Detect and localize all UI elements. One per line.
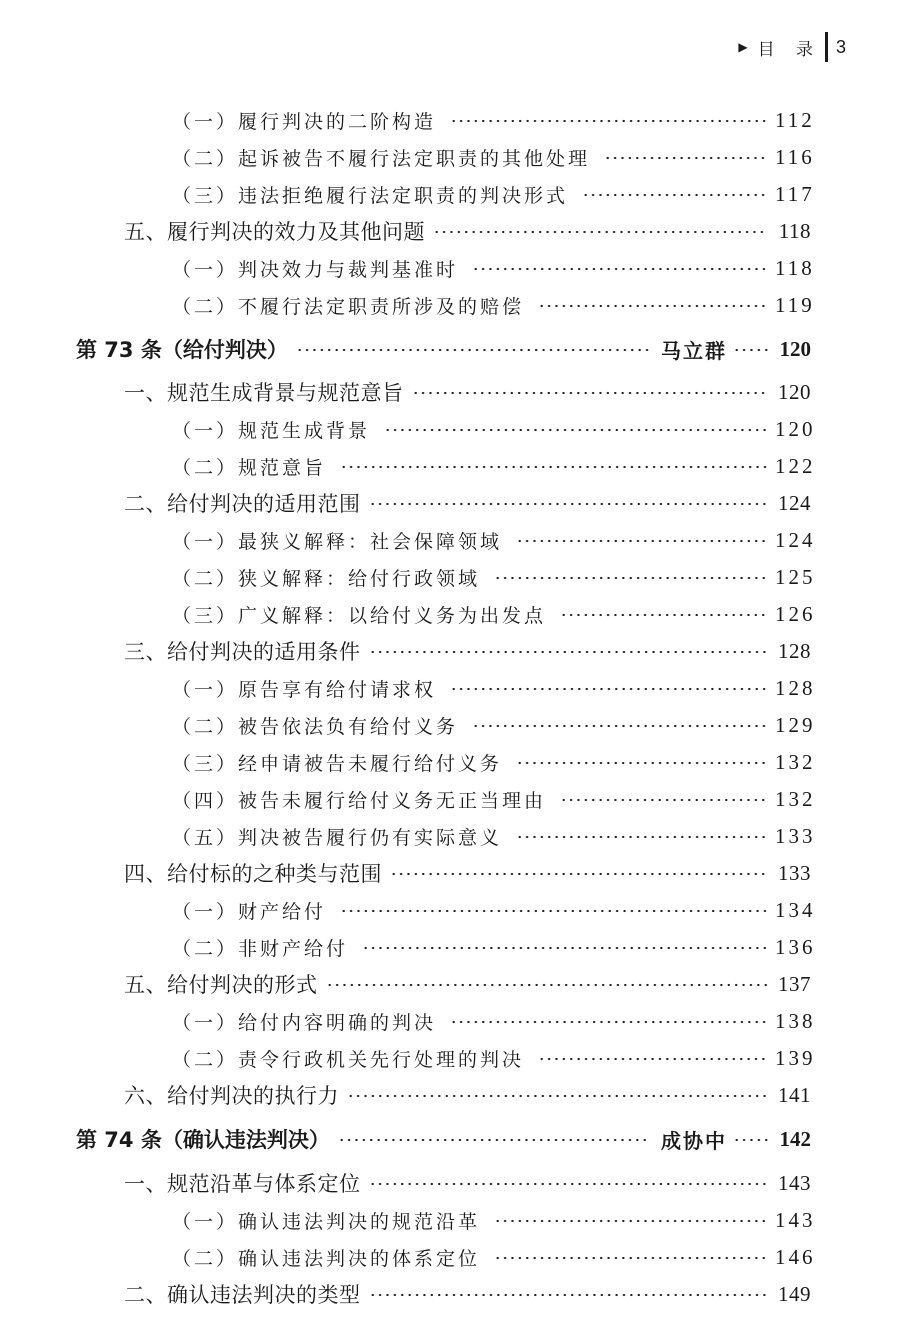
leader-dots (450, 687, 767, 691)
toc-chapter-entry (76, 334, 811, 364)
toc-entry-label: 二、给付判决的适用范围 (124, 492, 361, 516)
toc-entry-page: 120 (779, 336, 811, 361)
leader-dots (369, 1182, 768, 1186)
toc-entry-page: 118 (775, 255, 815, 280)
toc-entry-page: 126 (775, 601, 816, 626)
toc-entry-page: 137 (778, 971, 811, 996)
leader-dots (582, 193, 767, 197)
toc-subsection-entry (172, 599, 816, 629)
toc-entry-page: 122 (775, 453, 816, 478)
toc-entry-page: 132 (775, 749, 816, 774)
leader-dots (733, 348, 769, 352)
toc-entry-label: （二）非财产给付 (172, 937, 349, 960)
toc-subsection-entry (172, 1006, 816, 1036)
toc-entry-label: （二）起诉被告不履行法定职责的其他处理 (172, 147, 591, 170)
toc-section-entry (124, 636, 811, 666)
toc-subsection-entry (172, 451, 816, 481)
leader-dots (472, 267, 767, 271)
leader-dots (494, 576, 767, 580)
toc-entry-label: （一）财产给付 (172, 900, 327, 923)
toc-entry-page: 149 (778, 1281, 811, 1306)
toc-entry-page: 138 (775, 1008, 816, 1033)
leader-dots (326, 983, 768, 987)
toc-entry-label: （四）被告未履行给付义务无正当理由 (172, 789, 547, 812)
leader-dots (450, 119, 767, 123)
toc-entry-page: 116 (775, 144, 815, 169)
toc-entry-label: （二）责令行政机关先行处理的判决 (172, 1048, 525, 1071)
leader-dots (433, 230, 767, 234)
toc-entry-label: （一）判决效力与裁判基准时 (172, 258, 459, 281)
toc-chapter-entry (76, 1124, 811, 1154)
leader-dots (369, 502, 768, 506)
toc-entry-label: 六、给付判决的执行力 (124, 1084, 339, 1108)
toc-subsection-entry (172, 414, 816, 444)
toc-entry-label: （三）经申请被告未履行给付义务 (172, 752, 503, 775)
toc-section-entry (124, 216, 811, 246)
toc-entry-label: 五、给付判决的形式 (124, 973, 318, 997)
toc-entry-page: 125 (775, 564, 816, 589)
toc-entry-label: 二、确认违法判决的类型 (124, 1283, 361, 1307)
toc-entry-label: 一、规范沿革与体系定位 (124, 1172, 361, 1196)
toc-entry-page: 141 (778, 1082, 811, 1107)
toc-entry-page: 120 (778, 379, 811, 404)
toc-entry-label: 五、履行判决的效力及其他问题 (124, 220, 425, 244)
toc-subsection-entry (172, 673, 816, 703)
leader-dots (412, 391, 768, 395)
toc-entry-label: （二）确认违法判决的体系定位 (172, 1247, 481, 1270)
toc-entry-page: 143 (778, 1170, 811, 1195)
toc-section-entry (124, 858, 811, 888)
toc-entry-label: 三、给付判决的适用条件 (124, 640, 361, 664)
toc-entry-label: 第 74 条（确认违法判决） (76, 1128, 330, 1152)
toc-entry-page: 139 (775, 1045, 816, 1070)
leader-dots (560, 613, 767, 617)
leader-dots (604, 156, 767, 160)
toc-entry-label: （一）最狭义解释：社会保障领域 (172, 530, 503, 553)
toc-section-entry (124, 488, 811, 518)
toc-entry-page: 124 (778, 490, 811, 515)
toc-subsection-entry (172, 821, 816, 851)
toc-section-entry (124, 969, 811, 999)
triangle-marker-icon: ▶ (738, 40, 748, 54)
toc-entry-page: 124 (775, 527, 816, 552)
leader-dots (538, 304, 767, 308)
toc-entry-page: 117 (775, 181, 815, 206)
toc-entry-page: 143 (775, 1207, 816, 1232)
leader-dots (494, 1219, 767, 1223)
toc-entry-label: （一）确认违法判决的规范沿革 (172, 1210, 481, 1233)
toc-entry-label: 四、给付标的之种类与范围 (124, 862, 382, 886)
toc-subsection-entry (172, 142, 815, 172)
toc-section-entry (124, 1168, 811, 1198)
toc-section-entry (124, 377, 811, 407)
toc-subsection-entry (172, 253, 815, 283)
toc-entry-page: 128 (775, 675, 816, 700)
toc-entry-author: 马立群 (661, 338, 727, 363)
toc-entry-page: 128 (778, 638, 811, 663)
leader-dots (472, 724, 767, 728)
leader-dots (362, 946, 767, 950)
leader-dots (340, 909, 767, 913)
toc-entry-label: （二）被告依法负有给付义务 (172, 715, 459, 738)
toc-subsection-entry (172, 895, 816, 925)
toc-entry-page: 142 (779, 1126, 811, 1151)
toc-entry-page: 133 (775, 823, 816, 848)
toc-subsection-entry (172, 1242, 816, 1272)
toc-subsection-entry (172, 932, 816, 962)
toc-entry-label: （五）判决被告履行仍有实际意义 (172, 826, 503, 849)
toc-entry-page: 134 (775, 897, 816, 922)
toc-entry-label: 第 73 条（给付判决） (76, 338, 288, 362)
toc-entry-label: （一）原告享有给付请求权 (172, 678, 437, 701)
leader-dots (390, 872, 767, 876)
toc-section-entry (124, 1279, 811, 1309)
leader-dots (733, 1138, 769, 1142)
leader-dots (538, 1057, 767, 1061)
toc-entry-page: 133 (778, 860, 811, 885)
toc-subsection-entry (172, 784, 816, 814)
toc-subsection-entry (172, 710, 816, 740)
leader-dots (347, 1094, 767, 1098)
toc-subsection-entry (172, 747, 816, 777)
toc-subsection-entry (172, 1043, 816, 1073)
toc-entry-label: （一）履行判决的二阶构造 (172, 110, 437, 133)
toc-entry-label: （二）不履行法定职责所涉及的赔偿 (172, 295, 525, 318)
toc-subsection-entry (172, 105, 815, 135)
toc-entry-author: 成协中 (661, 1128, 727, 1153)
header-section-title: 目 录 (757, 39, 821, 60)
toc-entry-label: （一）规范生成背景 (172, 419, 371, 442)
toc-subsection-entry (172, 525, 816, 555)
toc-entry-page: 120 (775, 416, 816, 441)
toc-entry-page: 136 (775, 934, 816, 959)
toc-entry-label: 一、规范生成背景与规范意旨 (124, 381, 404, 405)
leader-dots (516, 761, 767, 765)
leader-dots (369, 1293, 768, 1297)
toc-entry-page: 119 (775, 292, 815, 317)
toc-entry-page: 118 (778, 218, 811, 243)
toc-entry-label: （二）规范意旨 (172, 456, 327, 479)
toc-entry-page: 129 (775, 712, 816, 737)
header-page-number: 3 (835, 36, 846, 57)
leader-dots (369, 650, 768, 654)
toc-entry-label: （三）广义解释：以给付义务为出发点 (172, 604, 547, 627)
toc-subsection-entry (172, 179, 815, 209)
toc-section-entry (124, 1080, 811, 1110)
leader-dots (450, 1020, 767, 1024)
toc-subsection-entry (172, 1205, 816, 1235)
toc-entry-label: （二）狭义解释：给付行政领域 (172, 567, 481, 590)
leader-dots (384, 428, 767, 432)
toc-entry-page: 112 (775, 107, 815, 132)
leader-dots (494, 1256, 767, 1260)
toc-entry-page: 146 (775, 1244, 816, 1269)
toc-entry-label: （三）违法拒绝履行法定职责的判决形式 (172, 184, 569, 207)
leader-dots (516, 539, 767, 543)
toc-subsection-entry (172, 562, 816, 592)
toc-entry-page: 132 (775, 786, 816, 811)
leader-dots (516, 835, 767, 839)
leader-dots (560, 798, 767, 802)
leader-dots (340, 465, 767, 469)
leader-dots (296, 348, 649, 352)
toc-entry-label: （一）给付内容明确的判决 (172, 1011, 437, 1034)
toc-subsection-entry (172, 290, 815, 320)
leader-dots (338, 1138, 649, 1142)
